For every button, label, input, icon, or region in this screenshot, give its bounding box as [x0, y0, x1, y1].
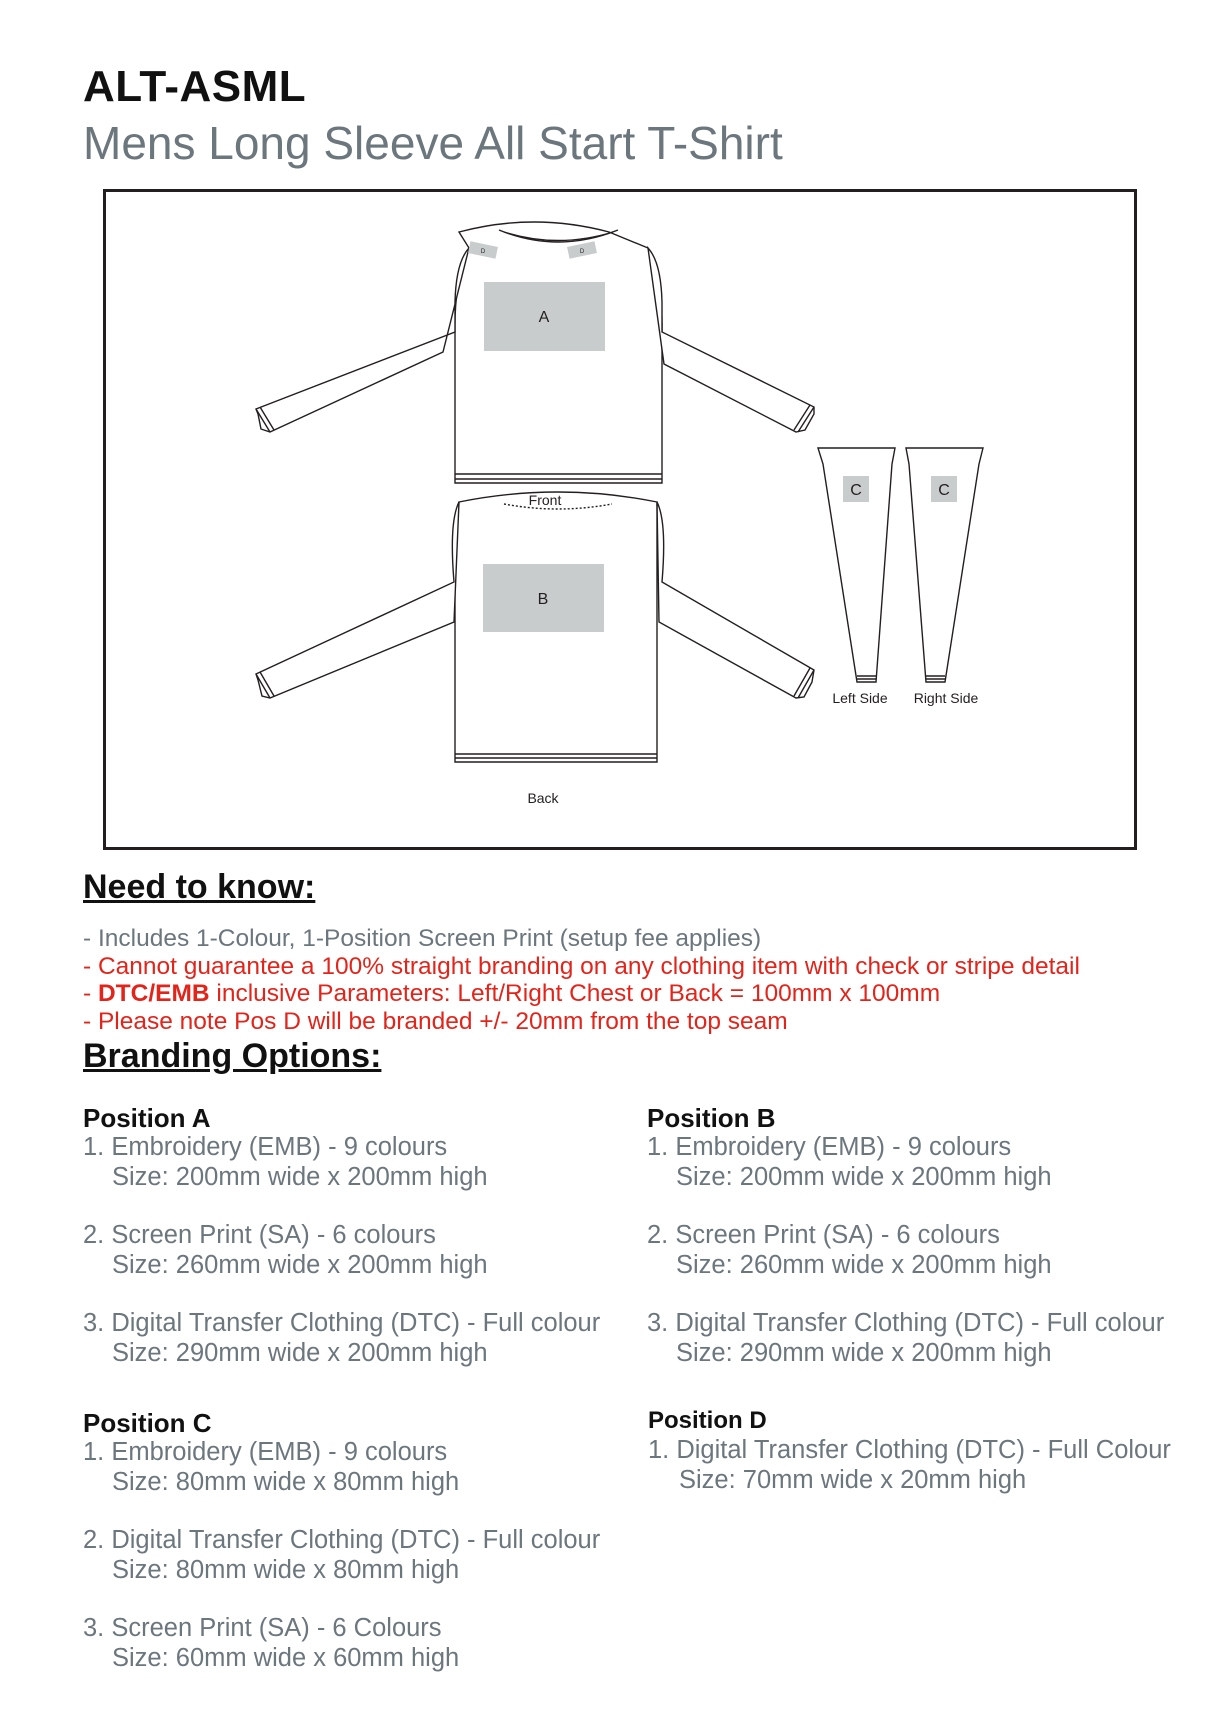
position-c-section	[83, 1408, 643, 1702]
option-method: 1. Embroidery (EMB) - 9 colours	[83, 1438, 448, 1466]
position-d-section	[648, 1406, 1208, 1524]
product-code: ALT-ASML	[83, 62, 307, 111]
option-method: 3. Digital Transfer Clothing (DTC) - Full colour	[83, 1309, 601, 1337]
garment-illustration	[106, 192, 1134, 847]
position-a-section	[83, 1103, 643, 1397]
position-d-option	[648, 1436, 1208, 1495]
position-c-option	[83, 1614, 643, 1673]
option-method: 3. Digital Transfer Clothing (DTC) - Full colour	[647, 1309, 1165, 1337]
position-a-option	[83, 1309, 643, 1368]
back-right-sleeve	[657, 502, 814, 698]
option-size: Size: 260mm wide x 200mm high	[676, 1250, 1052, 1279]
note-line-3	[83, 980, 1080, 1008]
option-method: 2. Screen Print (SA) - 6 colours	[83, 1221, 436, 1249]
note-line-3-bold: DTC/EMB	[97, 980, 210, 1007]
front-shirt-body	[455, 222, 662, 483]
front-right-sleeve	[648, 248, 814, 432]
left-side-label: Left Side	[832, 690, 888, 706]
position-c-title: Position C	[83, 1408, 212, 1438]
position-c-option	[83, 1438, 643, 1497]
option-method: 1. Embroidery (EMB) - 9 colours	[647, 1133, 1012, 1161]
option-size: Size: 260mm wide x 200mm high	[112, 1250, 488, 1279]
option-size: Size: 200mm wide x 200mm high	[112, 1162, 488, 1191]
position-c-option	[83, 1526, 643, 1585]
option-method: 2. Screen Print (SA) - 6 colours	[647, 1221, 1000, 1249]
pos-b-label: B	[537, 591, 549, 608]
position-a-option	[83, 1221, 643, 1280]
option-size: Size: 80mm wide x 80mm high	[112, 1467, 460, 1496]
branding-options-heading: Branding Options:	[83, 1037, 382, 1075]
option-size: Size: 60mm wide x 60mm high	[112, 1643, 460, 1672]
note-line-1: - Includes 1-Colour, 1-Position Screen Print (setup fee applies)	[83, 925, 762, 952]
need-to-know-heading: Need to know:	[83, 868, 316, 906]
front-left-sleeve	[256, 248, 469, 432]
option-method: 3. Screen Print (SA) - 6 Colours	[83, 1614, 442, 1642]
option-method: 2. Digital Transfer Clothing (DTC) - Full colour	[83, 1526, 601, 1554]
position-a-option	[83, 1133, 643, 1192]
pos-d-left-label: D	[480, 249, 486, 255]
pos-c-right-label: C	[938, 482, 950, 499]
note-line-3-rest: inclusive Parameters: Left/Right Chest or Back = 100mm x 100mm	[209, 980, 941, 1007]
option-method: 1. Digital Transfer Clothing (DTC) - Full Colour	[648, 1436, 1171, 1464]
option-size: Size: 290mm wide x 200mm high	[676, 1338, 1052, 1367]
position-b-section	[647, 1103, 1207, 1397]
product-name: Mens Long Sleeve All Start T-Shirt	[83, 117, 783, 169]
pos-a-label: A	[538, 309, 550, 326]
option-size: Size: 80mm wide x 80mm high	[112, 1555, 460, 1584]
note-line-4: - Please note Pos D will be branded +/- 20mm from the top seam	[83, 1007, 788, 1035]
position-d-title: Position D	[648, 1407, 767, 1434]
pos-d-right-label: D	[579, 249, 585, 255]
note-line-3-prefix: -	[83, 980, 98, 1007]
right-side-label: Right Side	[913, 690, 979, 706]
back-label: Back	[527, 790, 559, 806]
position-b-title: Position B	[647, 1103, 776, 1133]
position-b-option	[647, 1133, 1207, 1192]
need-to-know-list	[83, 925, 1080, 1035]
option-size: Size: 290mm wide x 200mm high	[112, 1338, 488, 1367]
option-size: Size: 200mm wide x 200mm high	[676, 1162, 1052, 1191]
position-a-title: Position A	[83, 1103, 211, 1133]
option-size: Size: 70mm wide x 20mm high	[679, 1465, 1027, 1494]
garment-diagram	[103, 189, 1137, 850]
back-left-sleeve	[256, 502, 459, 698]
position-b-option	[647, 1221, 1207, 1280]
position-b-option	[647, 1309, 1207, 1368]
pos-c-left-label: C	[850, 482, 862, 499]
option-method: 1. Embroidery (EMB) - 9 colours	[83, 1133, 448, 1161]
note-line-2: - Cannot guarantee a 100% straight branding on any clothing item with check or stripe detail	[83, 952, 1080, 980]
front-label: Front	[528, 492, 562, 508]
